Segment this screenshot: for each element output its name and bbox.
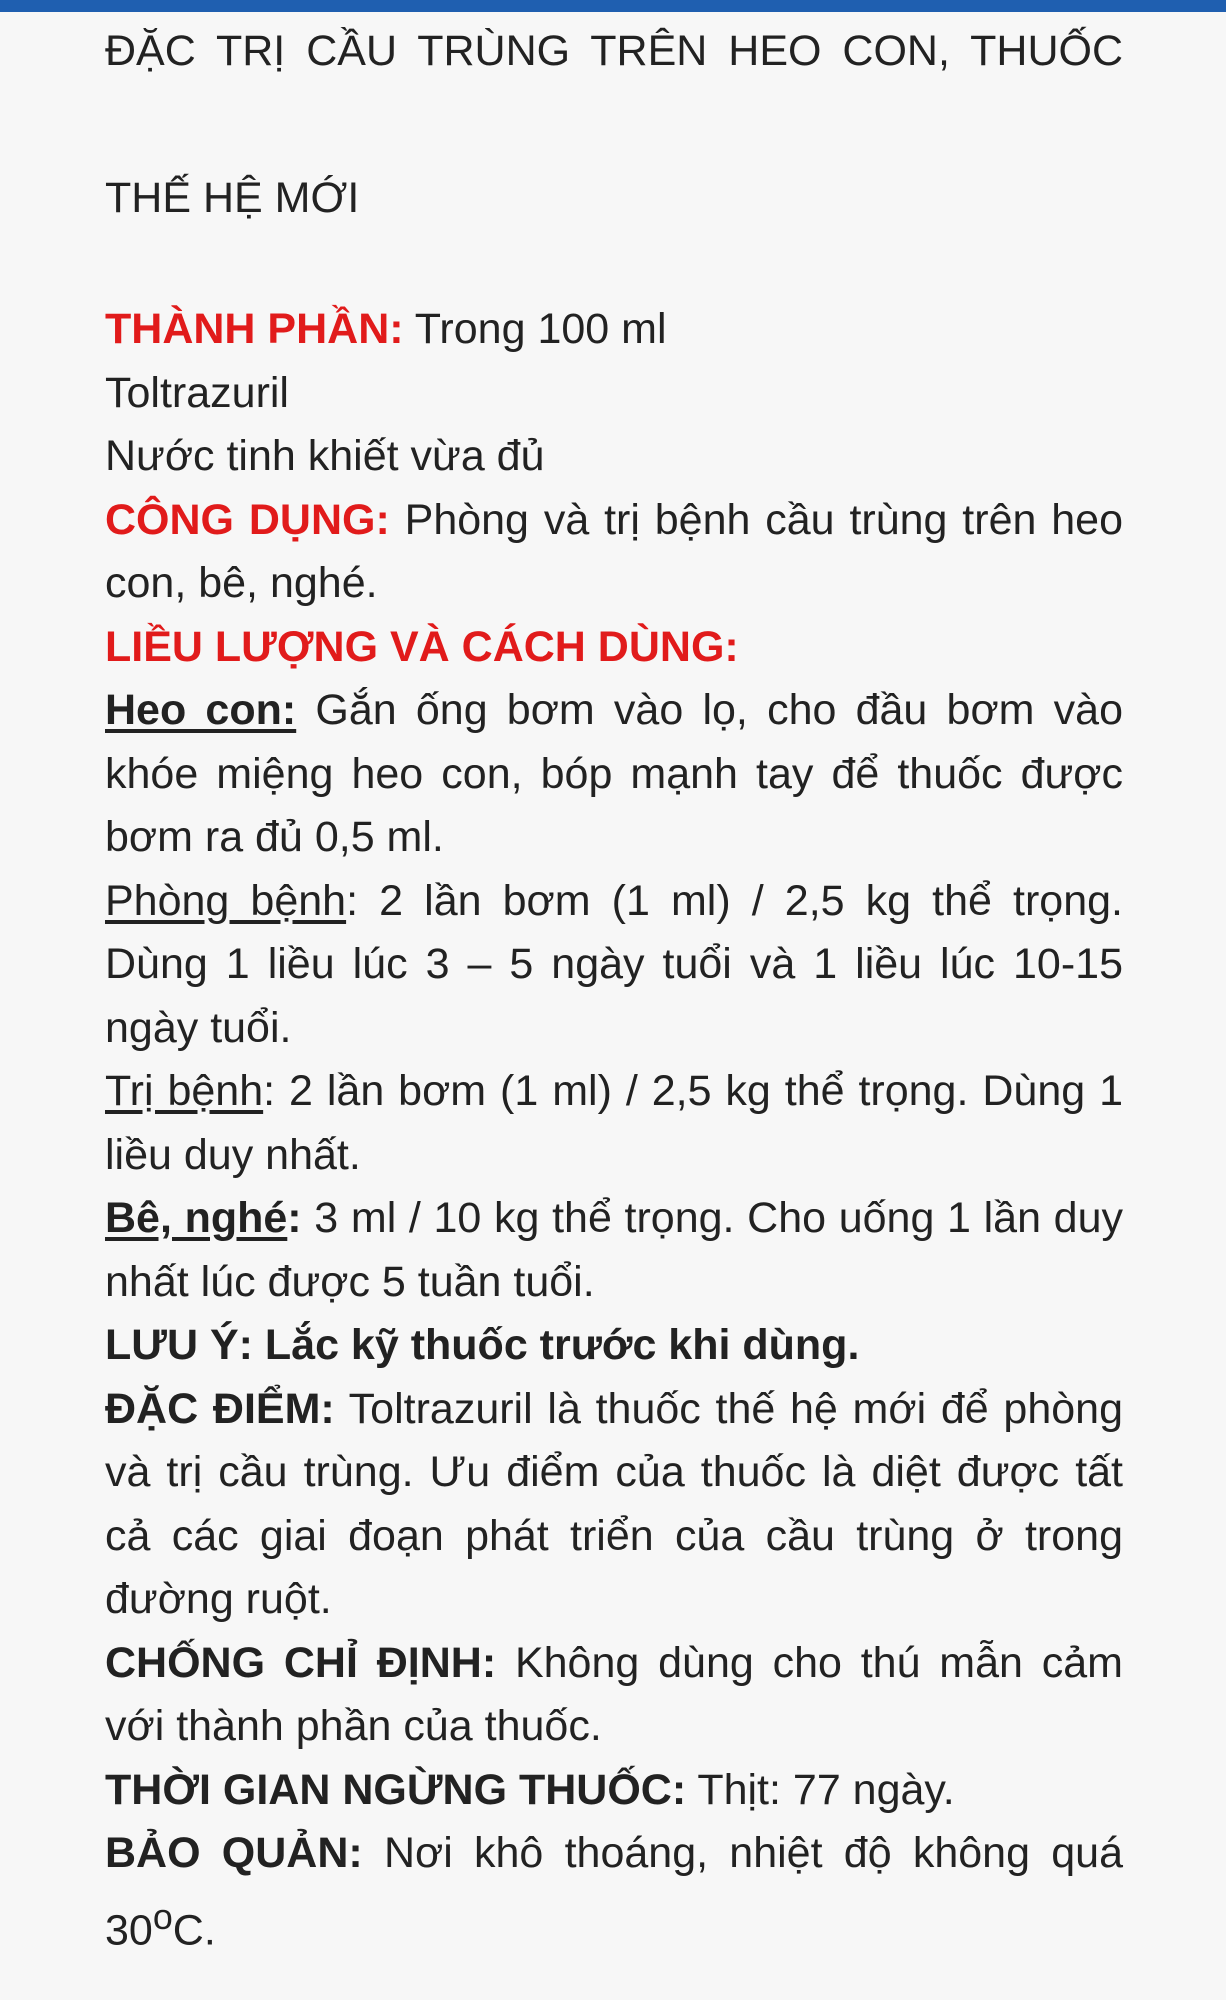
features-text: Toltrazuril là thuốc thế hệ mới để phòng và trị cầu trùng. Ưu điểm của thuốc là diệt được tất cả các giai đoạn phát triển của cầu trùng ở trong đường ruột. bbox=[105, 1384, 1123, 1623]
note-paragraph: LƯU Ý: Lắc kỹ thuốc trước khi dùng. bbox=[105, 1321, 860, 1369]
treat-paragraph bbox=[105, 1060, 1123, 1187]
storage-text: Nơi khô thoáng, nhiệt độ không quá 30 bbox=[105, 1829, 1124, 1954]
calf-label: Bê, nghé bbox=[105, 1194, 288, 1242]
composition-label: THÀNH PHẦN: bbox=[105, 305, 404, 353]
usage-text: Phòng và trị bệnh cầu trùng trên heo con, bê, nghé. bbox=[105, 495, 1124, 607]
treat-text: : 2 lần bơm (1 ml) / 2,5 kg thể trọng. Dùng 1 liều duy nhất. bbox=[105, 1067, 1123, 1179]
top-accent-bar bbox=[0, 0, 1226, 12]
usage-label: CÔNG DỤNG: bbox=[105, 495, 390, 544]
prevent-label: Phòng bệnh bbox=[105, 876, 347, 925]
storage-unit: C. bbox=[172, 1905, 216, 1954]
composition-item-1: Toltrazuril bbox=[105, 368, 289, 417]
withdrawal-label: THỜI GIAN NGỪNG THUỐC: bbox=[105, 1765, 687, 1814]
composition-item-2: Nước tinh khiết vừa đủ bbox=[105, 432, 545, 480]
calf-text: 3 ml / 10 kg thể trọng. Cho uống 1 lần duy nhất lúc được 5 tuần tuổi. bbox=[105, 1194, 1123, 1306]
storage-degree: o bbox=[152, 1896, 173, 1937]
document-body bbox=[105, 298, 1123, 1962]
calf-colon: : bbox=[287, 1194, 302, 1242]
storage-label: BẢO QUẢN: bbox=[105, 1829, 363, 1877]
piglet-text: Gắn ống bơm vào lọ, cho đầu bơm vào khóe miệng heo con, bóp mạnh tay để thuốc được bơm ra đủ 0,5 ml. bbox=[105, 686, 1123, 861]
contraindication-text: Không dùng cho thú mẫn cảm với thành phần của thuốc. bbox=[105, 1638, 1123, 1750]
treat-label: Trị bệnh bbox=[105, 1067, 264, 1115]
withdrawal-text: Thịt: 77 ngày. bbox=[686, 1765, 955, 1814]
dosage-heading: LIỀU LƯỢNG VÀ CÁCH DÙNG: bbox=[105, 622, 739, 671]
contraindication-label: CHỐNG CHỈ ĐỊNH: bbox=[105, 1638, 497, 1687]
usage-paragraph bbox=[105, 489, 1123, 616]
title-line-2: THẾ HỆ MỚI bbox=[105, 174, 360, 222]
piglet-label: Heo con: bbox=[105, 686, 297, 734]
title-line-1: ĐẶC TRỊ CẦU TRÙNG TRÊN HEO CON, THUỐC bbox=[105, 27, 1123, 75]
piglet-paragraph bbox=[105, 679, 1123, 870]
prevent-paragraph bbox=[105, 870, 1123, 1061]
contraindication-paragraph bbox=[105, 1632, 1123, 1759]
composition-text: Trong 100 ml bbox=[403, 305, 667, 353]
composition-paragraph bbox=[105, 298, 1123, 362]
storage-paragraph bbox=[105, 1822, 1123, 1962]
prevent-text: : 2 lần bơm (1 ml) / 2,5 kg thể trọng. Dùng 1 liều lúc 3 – 5 ngày tuổi và 1 liều lúc 10-15 ngày tuổi. bbox=[105, 876, 1123, 1052]
features-label: ĐẶC ĐIỂM: bbox=[105, 1384, 335, 1433]
features-paragraph bbox=[105, 1378, 1123, 1632]
withdrawal-paragraph bbox=[105, 1759, 1123, 1823]
calf-paragraph bbox=[105, 1187, 1123, 1314]
